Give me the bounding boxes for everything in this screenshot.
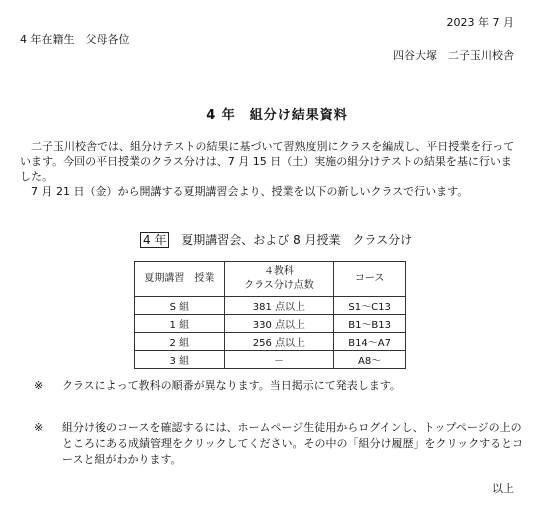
cell-class: 1 組 [135,315,225,333]
cell-score: － [224,351,334,369]
closing-text: 以上 [492,482,514,495]
table-header-row [135,262,406,297]
header-course: コース [334,262,406,297]
table-row [135,297,406,315]
table-row [135,333,406,351]
cell-course: B1～B13 [334,315,406,333]
intro-paragraph: 二子玉川校舎では、組分けテストの結果に基づいて習熟度別にクラスを編成し、平日授業を行っています。今回の平日授業のクラス分けは、7 月 15 日（土）実施の組分けテストの結果を基に行いました。 [20,140,515,183]
header-class: 夏期講習 授業 [135,262,225,297]
header-score-line2: クラス分け点数 [244,280,314,291]
note-item [34,378,532,394]
sender-line: 四谷大塚 二子玉川校舎 [393,49,514,62]
cell-score: 256 点以上 [224,333,334,351]
cell-course: A8～ [334,351,406,369]
schedule-paragraph: 7 月 21 日（金）から開講する夏期講習会より、授業を以下の新しいクラスで行います。 [31,185,469,198]
cell-class: S 組 [135,297,225,315]
cell-course: S1～C13 [334,297,406,315]
note-mark: ※ [34,421,44,434]
document-title: 4 年 組分け結果資料 [206,108,348,123]
note-text: クラスによって教科の順番が異なります。当日掲示にて発表します。 [62,379,401,392]
recipient-line: 4 年在籍生 父母各位 [20,33,130,46]
document-date: 2023 年 7 月 [446,16,514,29]
cell-course: B14～A7 [334,333,406,351]
note-item [34,420,532,468]
cell-class: 2 組 [135,333,225,351]
note-text: 組分け後のコースを確認するには、ホームページ生徒用からログインし、トップページの上のところにある成績管理をクリックしてください。その中の「組分け履歴」をクリックするとコースと組がわかります。 [62,421,524,466]
header-score-line1: ４教科 [263,266,294,277]
cell-score: 330 点以上 [224,315,334,333]
table-row [135,315,406,333]
grade-box: 4 年 [140,232,169,248]
cell-class: 3 組 [135,351,225,369]
header-score [224,262,334,297]
table-row [135,351,406,369]
section-heading-text: 夏期講習会、および 8 月授業 クラス分け [181,233,413,247]
section-heading [140,231,412,248]
note-mark: ※ [34,379,44,392]
class-assignment-table [134,261,406,369]
cell-score: 381 点以上 [224,297,334,315]
